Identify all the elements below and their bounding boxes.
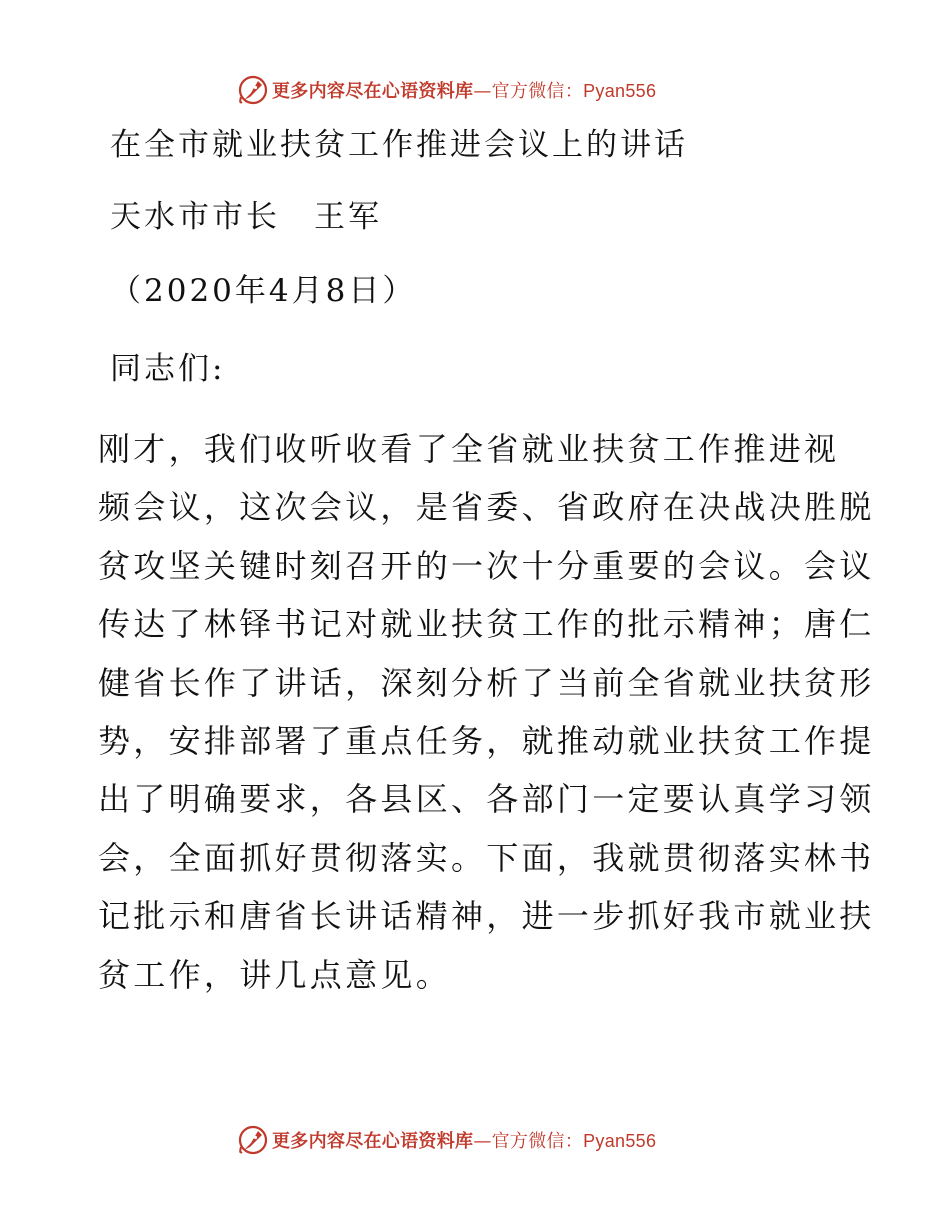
paragraph-line: 贫工作，讲几点意见。 xyxy=(98,955,452,994)
footer-banner-dash: — xyxy=(473,1131,492,1152)
footer-banner-id: Pyan556 xyxy=(583,1131,657,1151)
header-banner xyxy=(236,73,656,107)
paragraph-line: 记批示和唐省长讲话精神，进一步抓好我市就业扶 xyxy=(98,897,875,936)
footer-banner-slogan: 更多内容尽在心语资料库 xyxy=(272,1131,474,1152)
paragraph-line: 会，全面抓好贯彻落实。下面，我就贯彻落实林书 xyxy=(98,838,875,877)
paragraph-line: 频会议，这次会议，是省委、省政府在决战决胜脱 xyxy=(98,488,875,527)
document-title: 在全市就业扶贫工作推进会议上的讲话 xyxy=(110,127,688,163)
header-banner-contact: 官方微信： xyxy=(491,81,584,102)
footer-banner xyxy=(236,1123,656,1157)
footer-banner-contact: 官方微信： xyxy=(491,1131,584,1152)
footer-banner-text xyxy=(272,1127,656,1153)
document-greeting: 同志们: xyxy=(110,351,226,387)
document-author: 天水市市长 王军 xyxy=(110,199,382,235)
pen-nib-logo-icon xyxy=(236,1123,270,1157)
paragraph-line: 刚才，我们收听收看了全省就业扶贫工作推进视 xyxy=(98,430,840,468)
paragraph-line: 健省长作了讲话，深刻分析了当前全省就业扶贫形 xyxy=(98,663,875,702)
header-banner-id: Pyan556 xyxy=(583,81,657,101)
header-banner-text xyxy=(272,77,656,103)
body-paragraph xyxy=(98,420,875,1004)
header-banner-dash: — xyxy=(473,81,492,102)
paragraph-line: 出了明确要求，各县区、各部门一定要认真学习领 xyxy=(98,780,875,819)
paragraph-line: 贫攻坚关键时刻召开的一次十分重要的会议。会议 xyxy=(98,546,875,585)
paragraph-line: 传达了林铎书记对就业扶贫工作的批示精神；唐仁 xyxy=(98,605,875,644)
paragraph-line: 势，安排部署了重点任务，就推动就业扶贫工作提 xyxy=(98,721,875,760)
pen-nib-logo-icon xyxy=(236,73,270,107)
document-date: （2020年4月8日） xyxy=(110,273,417,309)
header-banner-slogan: 更多内容尽在心语资料库 xyxy=(272,81,474,102)
